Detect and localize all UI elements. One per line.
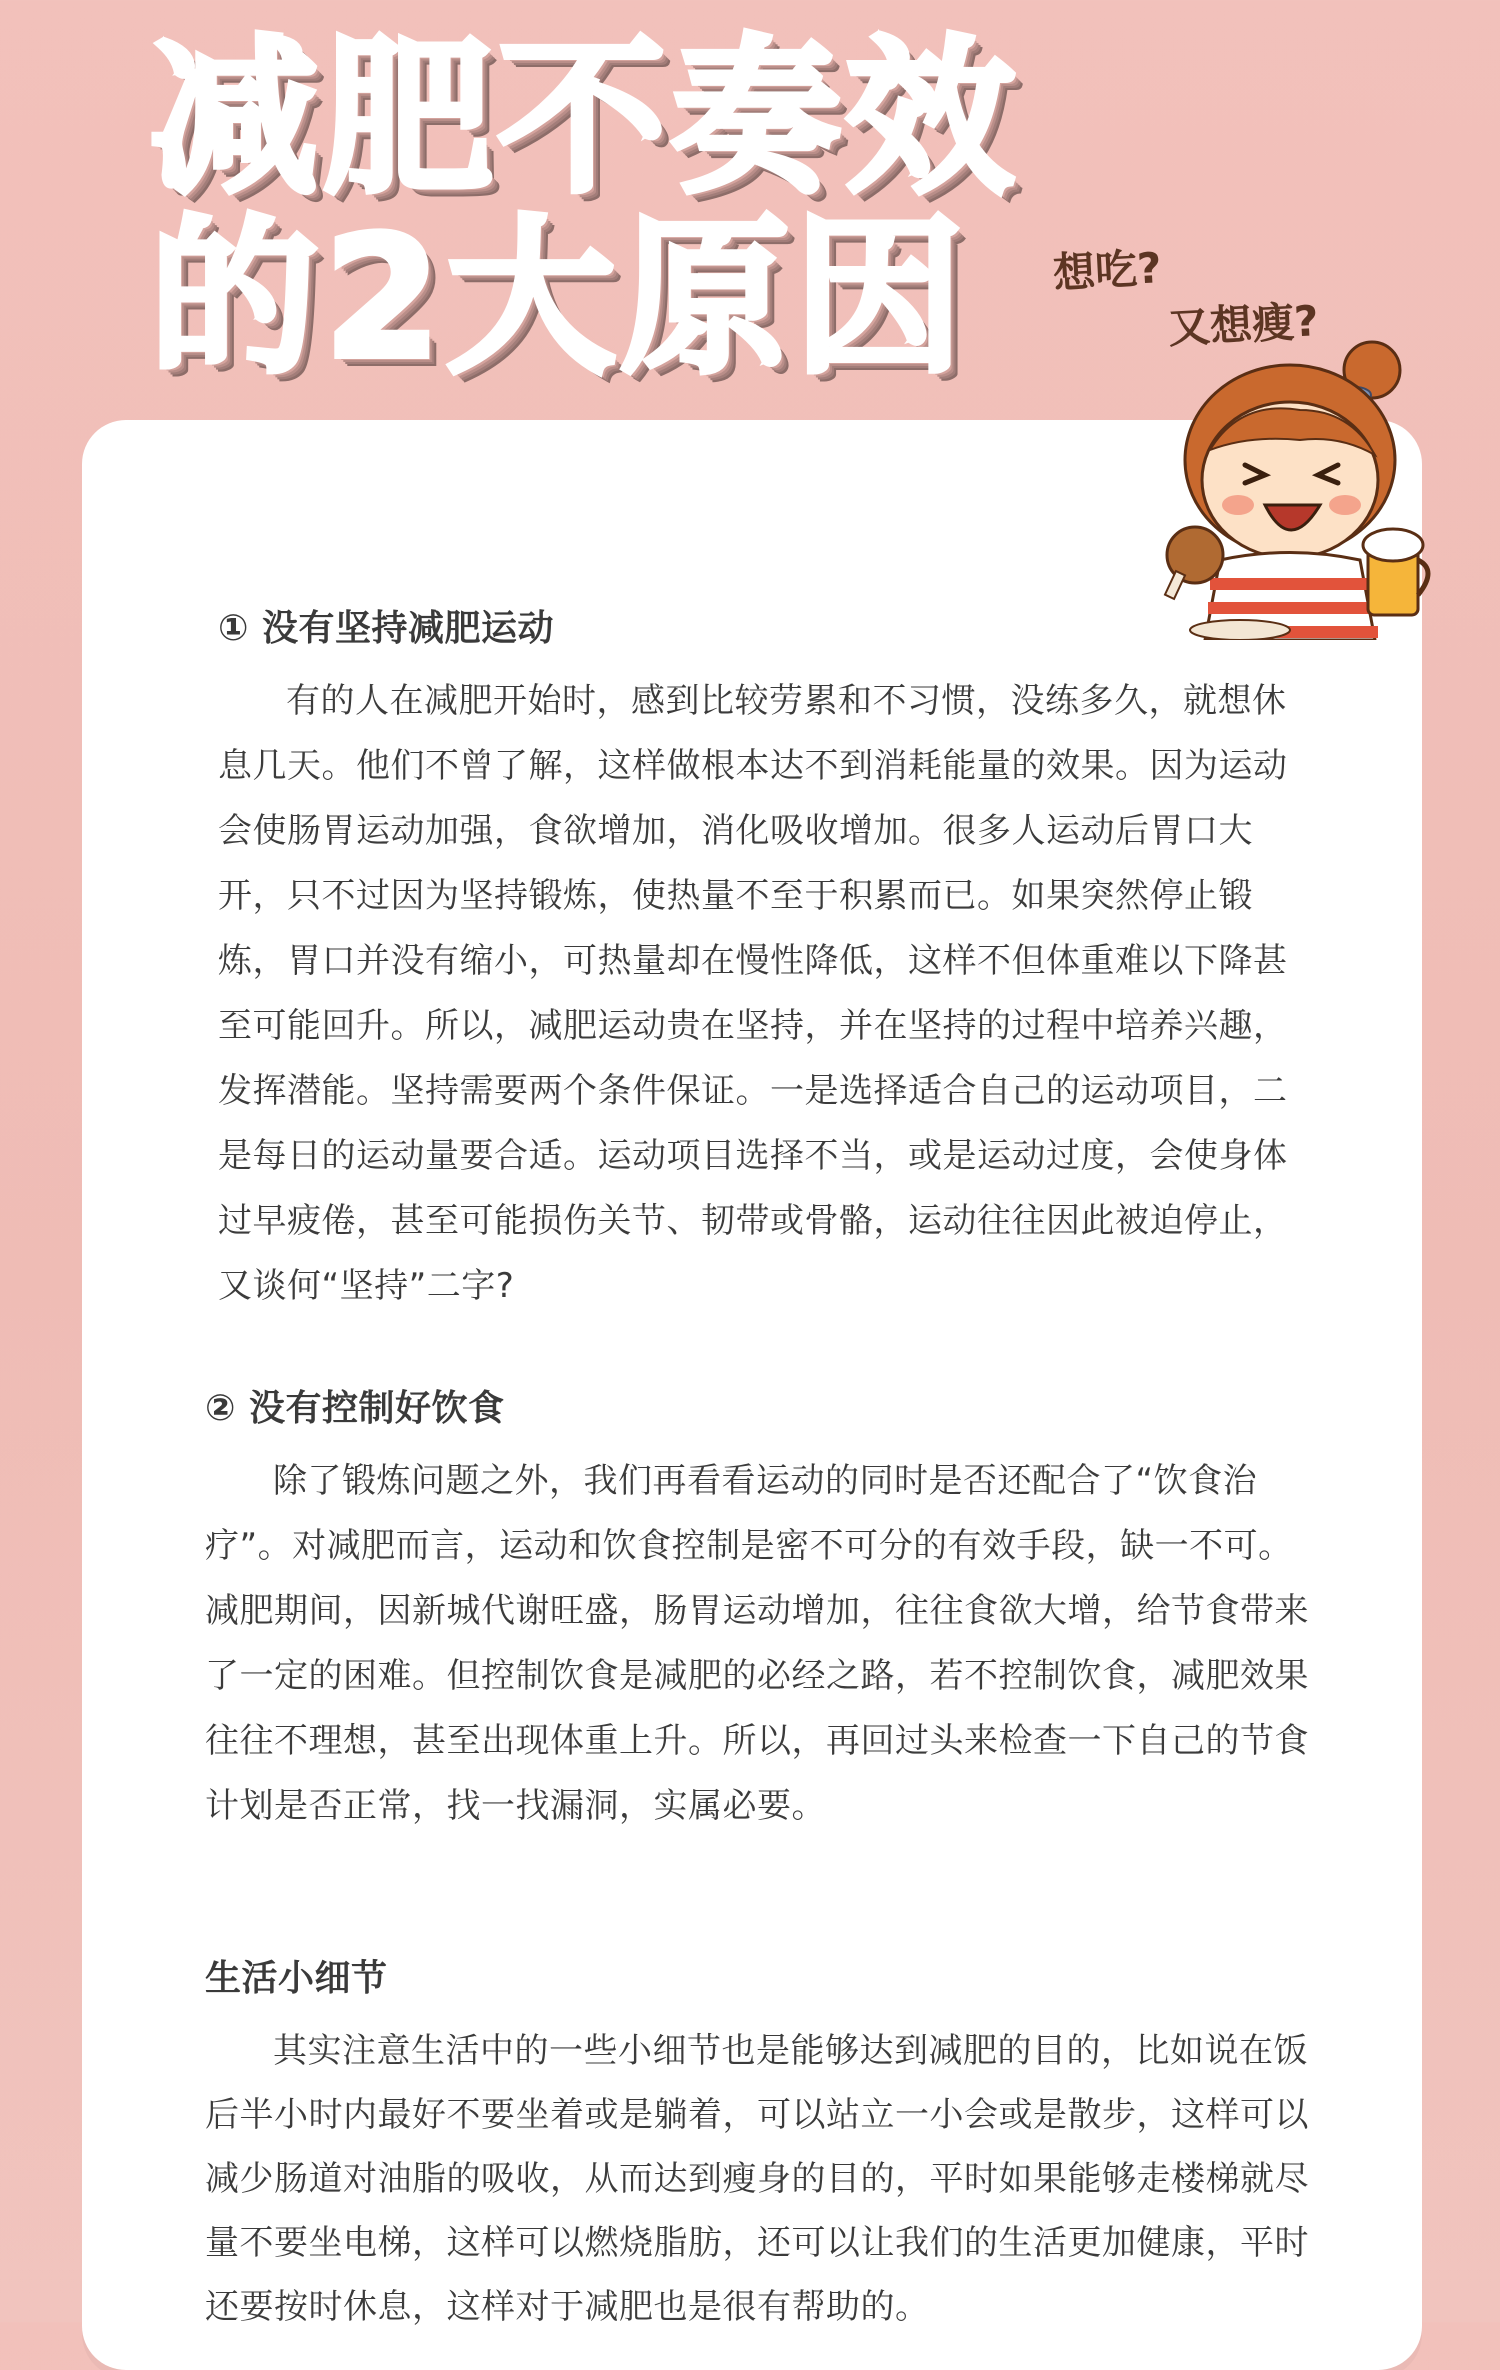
- section-life-details: [205, 1950, 1325, 2339]
- cartoon-girl-illustration: [1140, 340, 1440, 640]
- page-title: [150, 20, 1100, 408]
- section-heading: 生活小细节: [205, 1958, 388, 1999]
- section-heading: ② 没有控制好饮食: [205, 1388, 505, 1429]
- section-body: 有的人在减肥开始时，感到比较劳累和不习惯，没练多久，就想休息几天。他们不曾了解，这样做根本达不到消耗能量的效果。因为运动会使肠胃运动加强，食欲增加，消化吸收增加。很多人运动后胃口大开，只不过因为坚持锻炼，使热量不至于积累而已。如果突然停止锻炼，胃口并没有缩小，可热量却在慢性降低，这样不但体重难以下降甚至可能回升。所以，减肥运动贵在坚持，并在坚持的过程中培养兴趣，发挥潜能。坚持需要两个条件保证。一是选择适合自己的运动项目，二是每日的运动量要合适。运动项目选择不当，或是运动过度，会使身体过早疲倦，甚至可能损伤关节、韧带或骨骼，运动往往因此被迫停止，又谈何“坚持”二字?: [218, 681, 1288, 1306]
- section-no-exercise: [218, 600, 1318, 1319]
- section-no-diet-control: [205, 1380, 1325, 1839]
- section-body: 除了锻炼问题之外，我们再看看运动的同时是否还配合了“饮食治疗”。对减肥而言，运动和饮食控制是密不可分的有效手段，缺一不可。减肥期间，因新城代谢旺盛，肠胃运动增加，往往食欲大增，给节食带来了一定的困难。但控制饮食是减肥的必经之路，若不控制饮食，减肥效果往往不理想，甚至出现体重上升。所以，再回过头来检查一下自己的节食计划是否正常，找一找漏洞，实属必要。: [205, 1461, 1309, 1826]
- speech-text-2: 又想瘦?: [1166, 296, 1320, 353]
- title-line-2: 的2大原因: [150, 200, 969, 396]
- section-heading: ① 没有坚持减肥运动: [218, 608, 555, 649]
- section-body: 其实注意生活中的一些小细节也是能够达到减肥的目的，比如说在饭后半小时内最好不要坐着或是躺着，可以站立一小会或是散步，这样可以减少肠道对油脂的吸收，从而达到瘦身的目的，平时如果能够走楼梯就尽量不要坐电梯，这样可以燃烧脂肪，还可以让我们的生活更加健康，平时还要按时休息，这样对于减肥也是很有帮助的。: [205, 2031, 1309, 2327]
- title-line-1: 减肥不奏效: [150, 20, 1020, 216]
- speech-text-1: 想吃?: [1051, 243, 1163, 298]
